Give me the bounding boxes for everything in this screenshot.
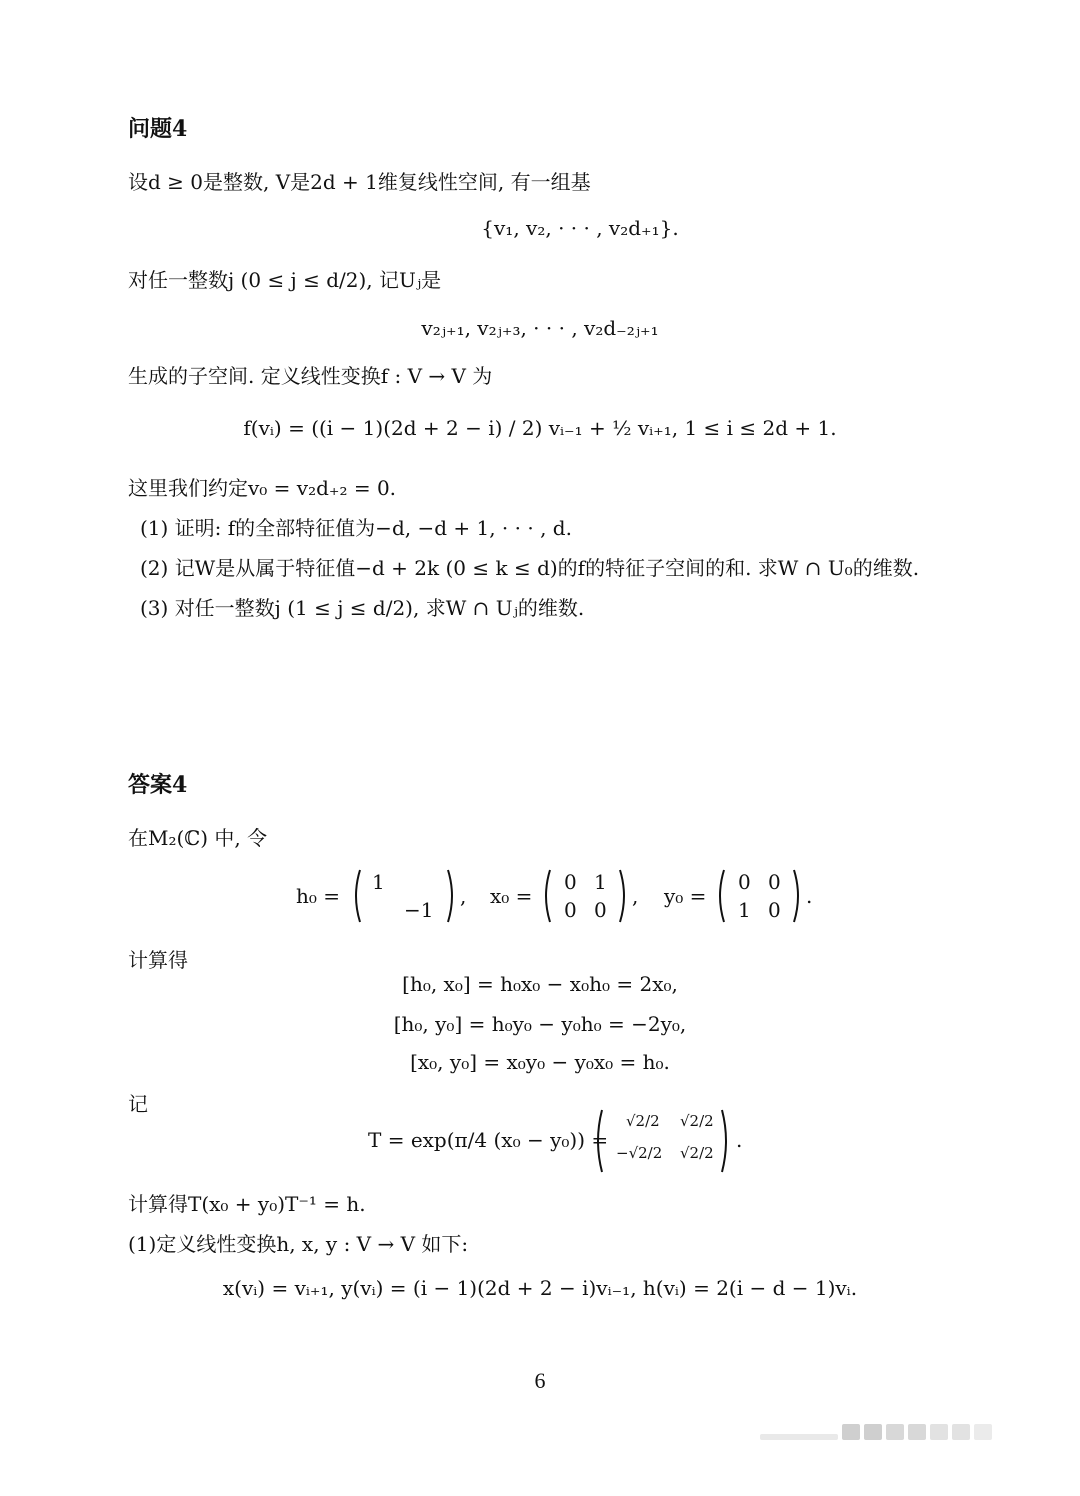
page-number: 6 (534, 1368, 546, 1393)
basis-set: {v₁, v₂, · · · , v₂d₊₁}. (481, 216, 679, 240)
matrix-entry: 1 (738, 898, 751, 922)
matrix-entry: 0 (564, 870, 577, 894)
answer-intro: 在M₂(ℂ) 中, 令 (128, 826, 268, 850)
answer-heading: 答案4 (128, 772, 188, 798)
linear-maps-intro: (1)定义线性变换h, x, y : V → V 如下: (128, 1232, 469, 1256)
convention: 这里我们约定v₀ = v₂d₊₂ = 0. (128, 476, 397, 500)
h0-label: h₀ = (296, 884, 341, 908)
span-vectors: v₂ⱼ₊₁, v₂ⱼ₊₃, · · · , v₂d₋₂ⱼ₊₁ (421, 316, 659, 340)
matrix-entry: 0 (768, 898, 781, 922)
matrix-entry: √2/2 (680, 1144, 714, 1162)
map-definition: 生成的子空间. 定义线性变换f : V → V 为 (128, 364, 493, 388)
problem-heading: 问题4 (128, 116, 188, 142)
linear-maps-formula: x(vᵢ) = vᵢ₊₁, y(vᵢ) = (i − 1)(2d + 2 − i)vᵢ₋₁, h(vᵢ) = 2(i − d − 1)vᵢ. (222, 1276, 858, 1300)
t-definition: T = exp(π/4 (x₀ − y₀)) = √2/2 √2/2 −√2/2 √2/2 . (368, 1106, 768, 1176)
subspace-intro: 对任一整数j (0 ≤ j ≤ d/2), 记Uⱼ是 (128, 268, 442, 292)
matrix-entry: 0 (738, 870, 751, 894)
bracket-relation: [h₀, x₀] = h₀x₀ − x₀h₀ = 2x₀, (402, 972, 678, 996)
y0-label: y₀ = (664, 884, 707, 908)
problem-intro: 设d ≥ 0是整数, V是2d + 1维复线性空间, 有一组基 (128, 170, 591, 194)
question-item: (1) 证明: f的全部特征值为−d, −d + 1, · · · , d. (140, 516, 572, 540)
matrix-entry: 0 (564, 898, 577, 922)
matrix-row: h₀ = 1 −1 , x₀ = 0 1 0 0 , y₀ = 0 0 1 0 . (296, 866, 836, 926)
conjugation-result: 计算得T(x₀ + y₀)T⁻¹ = h. (128, 1192, 366, 1216)
watermark-bars (760, 1424, 992, 1440)
t-formula: T = exp(π/4 (x₀ − y₀)) = (368, 1128, 609, 1152)
x0-label: x₀ = (490, 884, 533, 908)
matrix-entry: √2/2 (680, 1112, 714, 1130)
x0-matrix (540, 866, 630, 926)
matrix-entry: −1 (404, 898, 434, 922)
bracket-relation: [h₀, y₀] = h₀y₀ − y₀h₀ = −2y₀, (393, 1012, 687, 1036)
matrix-entry: −√2/2 (616, 1144, 663, 1162)
question-item: (2) 记W是从属于特征值−d + 2k (0 ≤ k ≤ d)的f的特征子空间的和. 求W ∩ U₀的维数. (140, 556, 920, 580)
note-label: 记 (128, 1092, 148, 1116)
question-item: (3) 对任一整数j (1 ≤ j ≤ d/2), 求W ∩ Uⱼ的维数. (140, 596, 585, 620)
matrix-entry: 1 (594, 870, 607, 894)
matrix-entry: 1 (372, 870, 385, 894)
bracket-relation: [x₀, y₀] = x₀y₀ − y₀x₀ = h₀. (410, 1050, 670, 1074)
matrix-entry: 0 (768, 870, 781, 894)
matrix-entry: 0 (594, 898, 607, 922)
compute-label: 计算得 (128, 948, 188, 972)
matrix-entry: √2/2 (626, 1112, 660, 1130)
map-formula: f(vᵢ) = ((i − 1)(2d + 2 − i) / 2) vᵢ₋₁ + ½ vᵢ₊₁, 1 ≤ i ≤ 2d + 1. (243, 416, 837, 440)
y0-matrix (714, 866, 804, 926)
